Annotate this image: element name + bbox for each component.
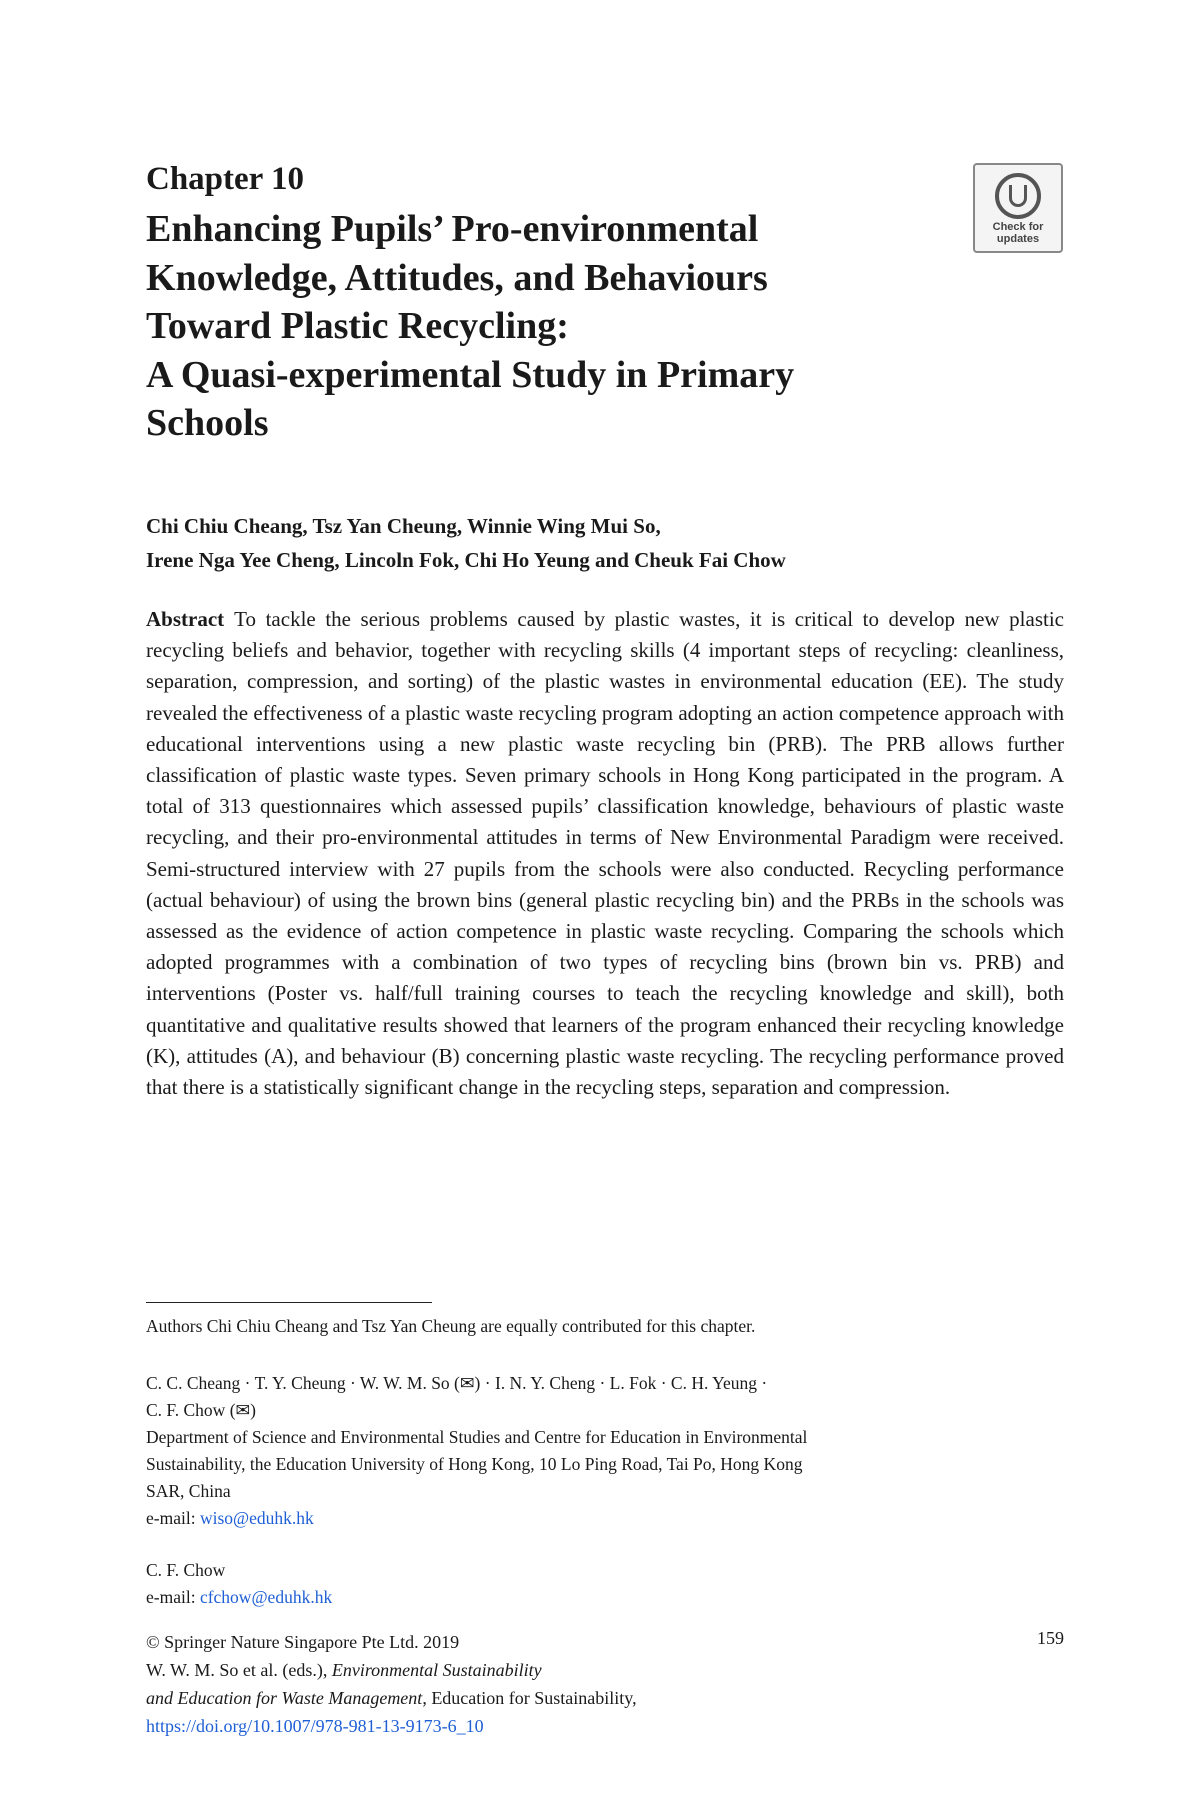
editors-line [146, 1656, 637, 1684]
check-for-updates-icon [995, 173, 1041, 219]
title-line: Knowledge, Attitudes, and Behaviours [146, 256, 768, 299]
title-line: Toward Plastic Recycling: [146, 305, 569, 347]
page-number: 159 [1037, 1628, 1064, 1648]
author-list [146, 509, 786, 577]
footnote-author-line: C. C. Cheang · T. Y. Cheung · W. W. M. So (✉) · I. N. Y. Cheng · L. Fok · C. H. Yeung · [146, 1373, 768, 1393]
email-row [146, 1505, 807, 1532]
chapter-label: Chapter 10 [146, 161, 304, 197]
author-line: Chi Chiu Cheang, Tsz Yan Cheung, Winnie Wing Mui So, [146, 514, 661, 538]
book-title-part-2: and Education for Waste Management [146, 1688, 423, 1708]
footnote-author-line: C. F. Chow (✉) [146, 1400, 257, 1420]
contact2-name: C. F. Chow [146, 1560, 226, 1580]
email-label: e-mail: [146, 1587, 196, 1607]
editors-text: W. W. M. So et al. (eds.), [146, 1660, 328, 1680]
author-line: Irene Nga Yee Cheng, Lincoln Fok, Chi Ho Yeung and Cheuk Fai Chow [146, 548, 786, 572]
check-for-updates-badge[interactable] [973, 163, 1063, 253]
title-line: Schools [146, 402, 269, 444]
publication-info [146, 1628, 637, 1740]
abstract-label: Abstract [146, 607, 225, 631]
footnote-note [146, 1313, 755, 1340]
title-line: Enhancing Pupils’ Pro-environmental [146, 208, 759, 250]
badge-text: Check for updates [992, 221, 1044, 245]
contact2-block [146, 1557, 332, 1611]
author-affiliation-block [146, 1370, 807, 1532]
email-label: e-mail: [146, 1508, 196, 1528]
affiliation-line: Sustainability, the Education University of Hong Kong, 10 Lo Ping Road, Tai Po, Hong Kong [146, 1454, 803, 1474]
affiliation-line: SAR, China [146, 1481, 231, 1501]
abstract [146, 604, 1064, 1103]
title-line: A Quasi-experimental Study in Primary [146, 353, 795, 396]
doi-link[interactable]: https://doi.org/10.1007/978-981-13-9173-6_10 [146, 1716, 484, 1736]
book-title-part-1: Environmental Sustainability [331, 1660, 542, 1680]
series-text: , Education for Sustainability, [422, 1688, 637, 1708]
series-line [146, 1684, 637, 1712]
footnote-note-text: Authors Chi Chiu Cheang and Tsz Yan Cheung are equally contributed for this chapter. [146, 1316, 756, 1336]
email-row [146, 1584, 332, 1611]
copyright-line: © Springer Nature Singapore Pte Ltd. 2019 [146, 1632, 460, 1652]
abstract-text: To tackle the serious problems caused by plastic wastes, it is critical to develop new plastic recycling beliefs and behavior, together with recycling skills (4 important steps of recycling: cleanliness, separation, compression, and sorting) of the plastic wastes in environmental education (EE). The study revealed the effectiveness of a plastic waste recycling program adopting an action competence approach with educational interventions using a new plastic waste recycling bin (PRB). The PRB allows further classification of plastic waste types. Seven primary schools in Hong Kong participated in the program. A total of 313 questionnaires which assessed pupils’ classification knowledge, behaviours of plastic waste recycling, and their pro-environmental attitudes in terms of New Environmental Paradigm were received. Semi-structured interview with 27 pupils from the schools were also conducted. Recycling performance (actual behaviour) of using the brown bins (general plastic recycling bin) and the PRBs in the schools was assessed as the evidence of action competence in plastic waste recycling. Comparing the schools which adopted programmes with a combination of two types of recycling bins (brown bin vs. PRB) and interventions (Poster vs. half/full training courses to teach the recycling knowledge and skill), both quantitative and qualitative results showed that learners of the program enhanced their recycling knowledge (K), attitudes (A), and behaviour (B) concerning plastic waste recycling. The recycling performance proved that there is a statistically significant change in the recycling steps, separation and compression. [146, 607, 1064, 1100]
chapter-title [146, 205, 946, 448]
affiliation-line: Department of Science and Environmental Studies and Centre for Education in Environmental [146, 1427, 808, 1447]
footnote-divider [146, 1302, 432, 1303]
doi-line [146, 1712, 637, 1740]
email-link-wiso[interactable]: wiso@eduhk.hk [199, 1508, 314, 1528]
email-link-cfchow[interactable]: cfchow@eduhk.hk [199, 1587, 333, 1607]
